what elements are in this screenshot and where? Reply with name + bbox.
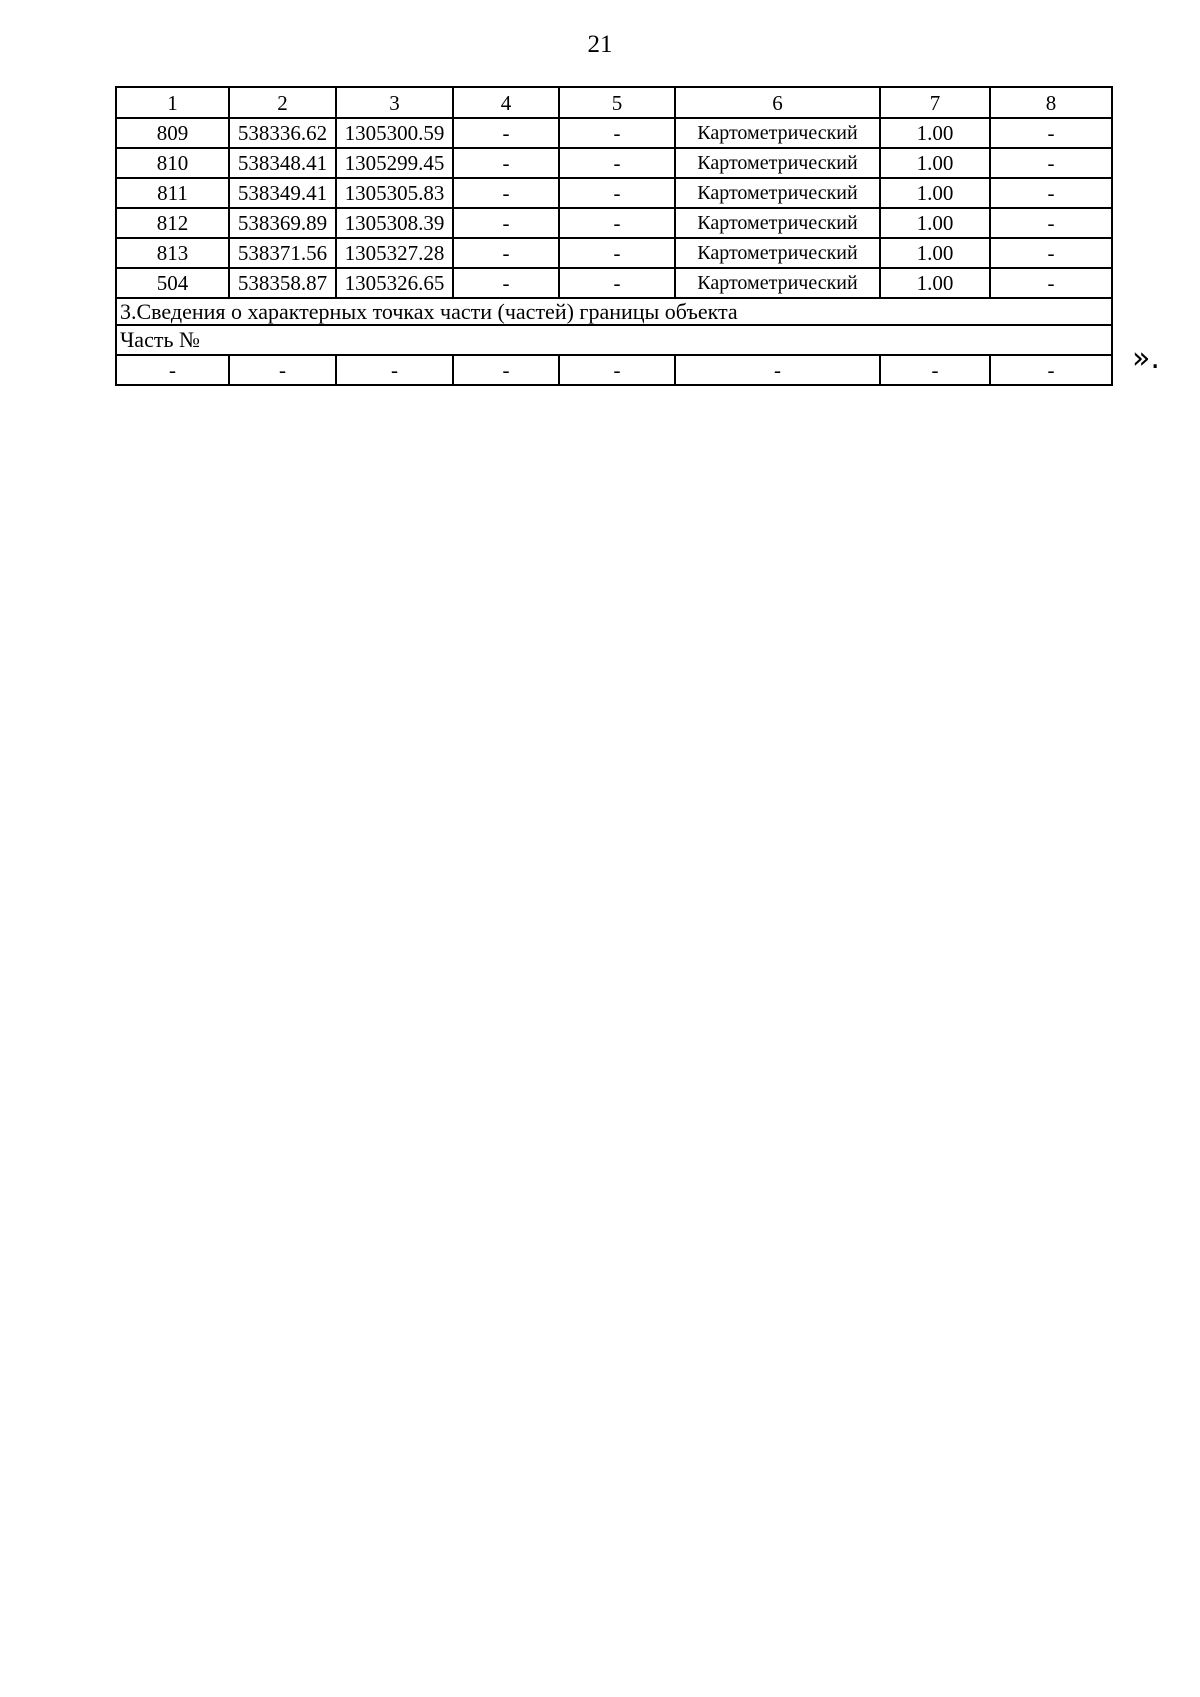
coordinate-y: 1305305.83 <box>336 178 453 208</box>
header-row <box>116 87 1112 118</box>
cell-col-5: - <box>559 268 675 298</box>
section-title: 3.Сведения о характерных точках части (частей) границы объекта <box>116 298 1112 325</box>
point-number: 813 <box>116 238 229 268</box>
part-cell: - <box>880 355 990 385</box>
coordinate-y: 1305299.45 <box>336 148 453 178</box>
boundary-points-table <box>115 86 1113 386</box>
table-row <box>116 238 1112 268</box>
section-row <box>116 298 1112 325</box>
cell-col-8: - <box>990 118 1112 148</box>
part-cell: - <box>336 355 453 385</box>
coordinate-x: 538349.41 <box>229 178 336 208</box>
page-number: 21 <box>587 31 613 58</box>
column-header: 8 <box>990 87 1112 118</box>
part-data-row <box>116 355 1112 385</box>
column-header: 2 <box>229 87 336 118</box>
method-cell: Картометрический <box>675 208 880 238</box>
table-row <box>116 178 1112 208</box>
coordinate-x: 538358.87 <box>229 268 336 298</box>
closing-quote-mark: ». <box>1132 341 1160 376</box>
point-number: 810 <box>116 148 229 178</box>
coordinate-x: 538371.56 <box>229 238 336 268</box>
accuracy-cell: 1.00 <box>880 148 990 178</box>
coordinate-x: 538336.62 <box>229 118 336 148</box>
coordinate-x: 538369.89 <box>229 208 336 238</box>
cell-col-5: - <box>559 148 675 178</box>
cell-col-8: - <box>990 208 1112 238</box>
point-number: 809 <box>116 118 229 148</box>
method-cell: Картометрический <box>675 238 880 268</box>
cell-col-8: - <box>990 268 1112 298</box>
accuracy-cell: 1.00 <box>880 118 990 148</box>
cell-col-4: - <box>453 148 559 178</box>
column-header: 7 <box>880 87 990 118</box>
part-label: Часть № <box>116 325 1112 355</box>
cell-col-4: - <box>453 208 559 238</box>
part-label-row <box>116 325 1112 355</box>
cell-col-4: - <box>453 178 559 208</box>
coordinate-y: 1305326.65 <box>336 268 453 298</box>
cell-col-5: - <box>559 118 675 148</box>
part-cell: - <box>116 355 229 385</box>
cell-col-8: - <box>990 148 1112 178</box>
cell-col-8: - <box>990 238 1112 268</box>
table-row <box>116 148 1112 178</box>
method-cell: Картометрический <box>675 268 880 298</box>
table-row <box>116 268 1112 298</box>
coordinate-x: 538348.41 <box>229 148 336 178</box>
point-number: 811 <box>116 178 229 208</box>
column-header: 4 <box>453 87 559 118</box>
cell-col-4: - <box>453 268 559 298</box>
coordinate-y: 1305308.39 <box>336 208 453 238</box>
part-cell: - <box>453 355 559 385</box>
method-cell: Картометрический <box>675 148 880 178</box>
part-cell: - <box>675 355 880 385</box>
cell-col-8: - <box>990 178 1112 208</box>
coordinate-y: 1305300.59 <box>336 118 453 148</box>
accuracy-cell: 1.00 <box>880 268 990 298</box>
column-header: 1 <box>116 87 229 118</box>
coordinate-y: 1305327.28 <box>336 238 453 268</box>
part-cell: - <box>229 355 336 385</box>
method-cell: Картометрический <box>675 178 880 208</box>
part-cell: - <box>559 355 675 385</box>
cell-col-5: - <box>559 208 675 238</box>
table-row <box>116 118 1112 148</box>
column-header: 5 <box>559 87 675 118</box>
accuracy-cell: 1.00 <box>880 178 990 208</box>
cell-col-5: - <box>559 238 675 268</box>
column-header: 3 <box>336 87 453 118</box>
method-cell: Картометрический <box>675 118 880 148</box>
table-row <box>116 208 1112 238</box>
part-cell: - <box>990 355 1112 385</box>
cell-col-5: - <box>559 178 675 208</box>
point-number: 812 <box>116 208 229 238</box>
accuracy-cell: 1.00 <box>880 238 990 268</box>
point-number: 504 <box>116 268 229 298</box>
cell-col-4: - <box>453 238 559 268</box>
accuracy-cell: 1.00 <box>880 208 990 238</box>
cell-col-4: - <box>453 118 559 148</box>
column-header: 6 <box>675 87 880 118</box>
